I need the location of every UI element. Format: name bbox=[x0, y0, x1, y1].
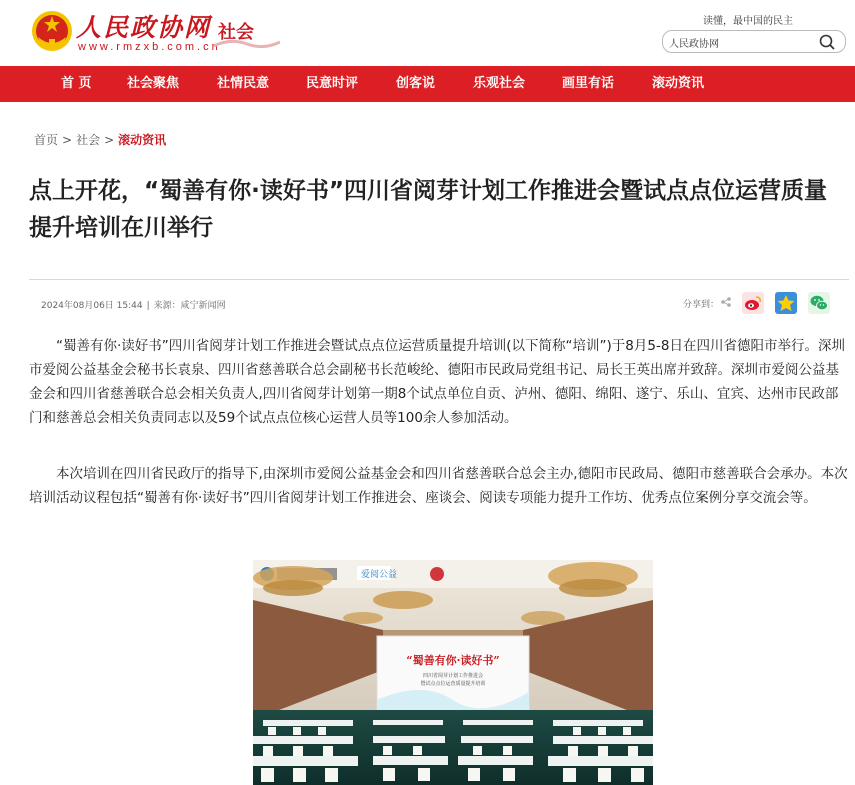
nav-item-social-focus[interactable]: 社会聚焦 bbox=[127, 76, 180, 91]
article-paragraph: 本次培训在四川省民政厅的指导下,由深圳市爱阅公益基金会和四川省慈善联合总会主办,德阳市民政局、德阳市慈善联合会承办。本次培训活动议程包括“蜀善有你·读好书”四川省阅芽计划工作推进会、座谈会、阅读专项能力提升工作坊、优秀点位案例分享交流会等。 bbox=[29, 466, 848, 506]
qzone-star-icon[interactable] bbox=[775, 292, 797, 314]
breadcrumb-current[interactable]: 滚动资讯 bbox=[118, 133, 167, 147]
site-header bbox=[0, 0, 855, 66]
nav-item-rolling-news[interactable]: 滚动资讯 bbox=[652, 76, 705, 91]
meta-separator: | bbox=[146, 301, 150, 311]
site-name[interactable]: 人民政协网 bbox=[76, 13, 212, 42]
article-title: 点上开花，“蜀善有你·读好书”四川省阅芽计划工作推进会暨试点点位运营质量提升培训在川举行 bbox=[29, 178, 827, 241]
nav-item-maker[interactable]: 创客说 bbox=[396, 76, 436, 91]
nav-item-optimistic-society[interactable]: 乐观社会 bbox=[473, 76, 526, 91]
search-icon[interactable] bbox=[817, 33, 837, 51]
breadcrumb-section[interactable]: 社会 bbox=[76, 133, 101, 147]
nav-item-home[interactable]: 首 页 bbox=[61, 76, 92, 91]
breadcrumb bbox=[34, 131, 166, 148]
title-divider bbox=[29, 279, 849, 280]
photo-banner-title: “蜀善有你·读好书” bbox=[406, 654, 500, 667]
share-icon bbox=[720, 296, 732, 308]
search-box bbox=[662, 30, 846, 53]
photo-top-logo: 爱阅公益 bbox=[361, 570, 398, 580]
breadcrumb-home[interactable]: 首页 bbox=[34, 133, 59, 147]
photo-banner-subtitle: 四川省阅芽计划工作推进会 bbox=[422, 673, 484, 679]
site-url: www.rmzxb.com.cn bbox=[78, 41, 221, 53]
site-slogan: 读懂，最中国的民主 bbox=[703, 16, 793, 27]
article-meta bbox=[41, 298, 226, 311]
share-label: 分享到： bbox=[683, 300, 720, 310]
channel-name[interactable]: 社会 bbox=[218, 22, 254, 43]
breadcrumb-separator: > bbox=[104, 133, 115, 147]
photo-banner-subtitle: 暨试点点位运营质量提升培训 bbox=[420, 681, 486, 687]
article-date: 2024年08月06日 15:44 bbox=[41, 301, 143, 311]
nav-item-commentary[interactable]: 民意时评 bbox=[306, 76, 359, 91]
search-input[interactable] bbox=[669, 34, 809, 50]
main-nav bbox=[0, 66, 855, 102]
weibo-icon[interactable] bbox=[742, 292, 764, 314]
wechat-icon[interactable] bbox=[808, 292, 830, 314]
nav-item-public-opinion[interactable]: 社情民意 bbox=[217, 76, 270, 91]
article-photo bbox=[253, 560, 653, 785]
cppcc-emblem-icon[interactable] bbox=[28, 9, 76, 53]
channel-decoration-icon bbox=[214, 38, 280, 48]
nav-item-pictures[interactable]: 画里有话 bbox=[562, 76, 615, 91]
article-paragraph: “蜀善有你·读好书”四川省阅芽计划工作推进会暨试点点位运营质量提升培训(以下简称“培训”)于8月5-8日在四川省德阳市举行。深圳市爱阅公益基金会秘书长袁泉、四川省慈善联合总会副秘书长范峻纶、德阳市民政局党组书记、局长王英出席并致辞。深圳市爱阅公益基金会和四川省慈善联合总会相关负责人,四川省阅芽计划第一期8个试点单位自贡、泸州、德阳、绵阳、遂宁、乐山、宜宾、达州市民政部门和慈善总会相关负责同志以及59个试点点位核心运营人员等100余人参加活动。 bbox=[29, 338, 845, 426]
article-source: 来源：咸宁新闻网 bbox=[153, 301, 226, 311]
breadcrumb-separator: > bbox=[62, 133, 73, 147]
